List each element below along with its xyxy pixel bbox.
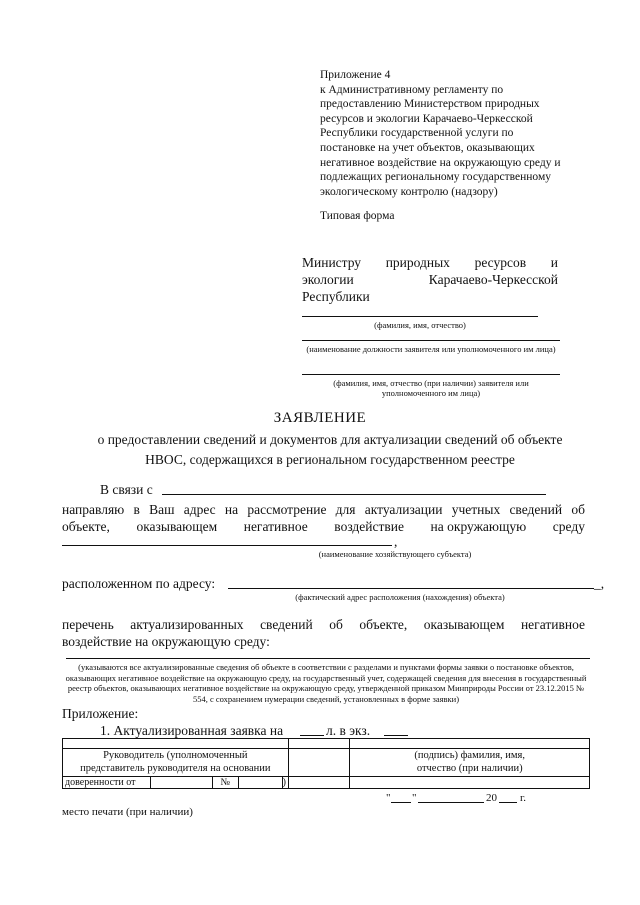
word: перечень bbox=[62, 617, 114, 632]
word: ресурсов bbox=[474, 255, 527, 270]
word: среду bbox=[552, 519, 585, 534]
recipient-fio-line[interactable] bbox=[302, 374, 560, 375]
caption-address: (фактический адрес расположения (нахождения) объекта) bbox=[295, 592, 505, 602]
word: об bbox=[329, 617, 343, 632]
table-cell bbox=[350, 739, 590, 749]
caption-fio: (фамилия, имя, отчество (при наличии) заявителя или уполномоченного им лица) bbox=[333, 378, 529, 398]
stamp-place: место печати (при наличии) bbox=[62, 806, 193, 818]
recipient-line-2 bbox=[302, 271, 558, 288]
word: оказывающем bbox=[423, 617, 505, 632]
date-day-line[interactable] bbox=[391, 802, 411, 803]
word: Ваш bbox=[149, 502, 175, 517]
appendix-line: ресурсов и экологии Карачаево-Черкесской bbox=[320, 112, 533, 125]
word: природных bbox=[385, 255, 450, 270]
sign-caption-cell bbox=[350, 749, 590, 777]
attachment-item: 1. Актуализированная заявка на bbox=[100, 723, 284, 738]
date-year-line[interactable] bbox=[499, 802, 517, 803]
word: оказывающем bbox=[136, 519, 218, 534]
appendix-line: к Административному регламенту по bbox=[320, 83, 504, 96]
appendix-line: экологическому контролю (надзору) bbox=[320, 185, 498, 198]
signature-table bbox=[62, 738, 590, 789]
word: Карачаево-Черкесской bbox=[428, 272, 558, 287]
year-prefix: 20 bbox=[486, 792, 497, 804]
caption-name: (фамилия, имя, отчество) bbox=[374, 320, 466, 330]
reason-line[interactable] bbox=[162, 494, 546, 495]
date-month-line[interactable] bbox=[418, 802, 484, 803]
word: негативное bbox=[520, 617, 585, 632]
word: объекте, bbox=[359, 617, 408, 632]
word: рассмотрение bbox=[247, 502, 327, 517]
entity-line[interactable] bbox=[62, 545, 392, 546]
recipient-block bbox=[302, 254, 558, 305]
date-quote-close: " bbox=[412, 792, 417, 804]
word: Министру bbox=[302, 255, 362, 270]
caption-position: (наименование должности заявителя или уполномоченного им лица) bbox=[306, 344, 556, 354]
entity-comma: , bbox=[394, 534, 398, 549]
footnote: (указываются все актуализированные сведения об объекте в соответствии с разделами и пунктами формы заявки о постановке объектов, оказывающих негативное воздействие на окружающую среду, на государственный учет, содержащей сведения для внесения в государственный реестр объектов, оказывающих негативное воздействие на окружающую среду, утвержденной приказом Минприроды России от 23.12.2015 № 554, с сохранением нумерации сведений, установленных в форме заявки) bbox=[65, 662, 587, 704]
recipient-name-line[interactable] bbox=[302, 316, 538, 317]
attachment-label: Приложение: bbox=[62, 706, 139, 721]
signature-blank-cell[interactable] bbox=[288, 749, 350, 777]
subtitle-line-2: НВОС, содержащихся в региональном государственном реестре bbox=[145, 452, 515, 467]
word: для bbox=[335, 502, 356, 517]
sign-caption-1: (подпись) фамилия, имя, bbox=[414, 750, 526, 761]
word: адрес bbox=[183, 502, 216, 517]
appendix-line: подлежащих региональному государственному bbox=[320, 171, 551, 184]
object-line bbox=[62, 518, 585, 535]
document-subtitle bbox=[60, 430, 600, 470]
word: актуализации bbox=[364, 502, 443, 517]
address-line[interactable] bbox=[228, 588, 594, 589]
recipient-line-3: Республики bbox=[302, 289, 370, 304]
appendix-line: предоставлению Министерством природных bbox=[320, 98, 540, 111]
date-quote-open: " bbox=[386, 792, 391, 804]
word: и bbox=[550, 255, 558, 270]
attachment-copies-line[interactable] bbox=[384, 735, 408, 736]
appendix-line: Приложение 4 bbox=[320, 69, 391, 81]
word: экологии bbox=[302, 272, 354, 287]
table-cell bbox=[288, 739, 350, 749]
word: направляю bbox=[62, 502, 125, 517]
table-cell bbox=[288, 777, 350, 789]
word: на окружающую bbox=[430, 519, 527, 534]
word: актуализированных bbox=[130, 617, 244, 632]
word: сведений bbox=[260, 617, 313, 632]
address-label: расположенном по адресу: bbox=[62, 576, 216, 591]
caption-entity: (наименование хозяйствующего субъекта) bbox=[318, 549, 472, 559]
word: на bbox=[224, 502, 239, 517]
attachment-pages: л. в экз. bbox=[326, 723, 371, 738]
appendix-line: негативное воздействие на окружающую среду и bbox=[320, 156, 561, 169]
list-entry-line[interactable] bbox=[66, 658, 590, 659]
recipient-position-line[interactable] bbox=[302, 340, 560, 341]
head-cell bbox=[63, 749, 289, 777]
attachment-pages-line[interactable] bbox=[300, 735, 324, 736]
word: в bbox=[133, 502, 140, 517]
document-title: ЗАЯВЛЕНИЕ bbox=[273, 410, 367, 426]
appendix-line: Республики государственной услуги по bbox=[320, 127, 514, 140]
head-line-2: представитель руководителя на основании bbox=[80, 763, 271, 774]
recipient-line-1 bbox=[302, 254, 558, 271]
appendix-line: постановке на учет объектов, оказывающих bbox=[320, 141, 535, 154]
power-date-cell[interactable] bbox=[150, 777, 212, 789]
send-line bbox=[62, 501, 585, 518]
power-label-cell: доверенности от bbox=[63, 777, 151, 789]
power-number-cell[interactable] bbox=[238, 777, 282, 789]
in-connection-label: В связи с bbox=[100, 482, 153, 497]
table-cell bbox=[350, 777, 590, 789]
word: воздействие bbox=[334, 519, 404, 534]
appendix-header bbox=[320, 68, 610, 199]
year-suffix: г. bbox=[520, 792, 527, 804]
table-cell bbox=[63, 739, 289, 749]
word: сведений bbox=[509, 502, 563, 517]
list-line bbox=[62, 616, 585, 633]
word: учетных bbox=[451, 502, 501, 517]
subtitle-line-1: о предоставлении сведений и документов для актуализации сведений об объекте bbox=[97, 432, 563, 447]
list-line-2: воздействие на окружающую среду: bbox=[62, 634, 270, 649]
word: негативное bbox=[243, 519, 308, 534]
sign-caption-2: отчество (при наличии) bbox=[416, 763, 523, 774]
head-line-1: Руководитель (уполномоченный bbox=[103, 750, 248, 761]
word: объекте, bbox=[62, 519, 110, 534]
number-sign-cell: № bbox=[212, 777, 238, 789]
word: об bbox=[571, 502, 585, 517]
typical-form-label: Типовая форма bbox=[320, 210, 395, 222]
address-tail: _, bbox=[594, 576, 605, 591]
paren-cell: ) bbox=[282, 777, 288, 789]
